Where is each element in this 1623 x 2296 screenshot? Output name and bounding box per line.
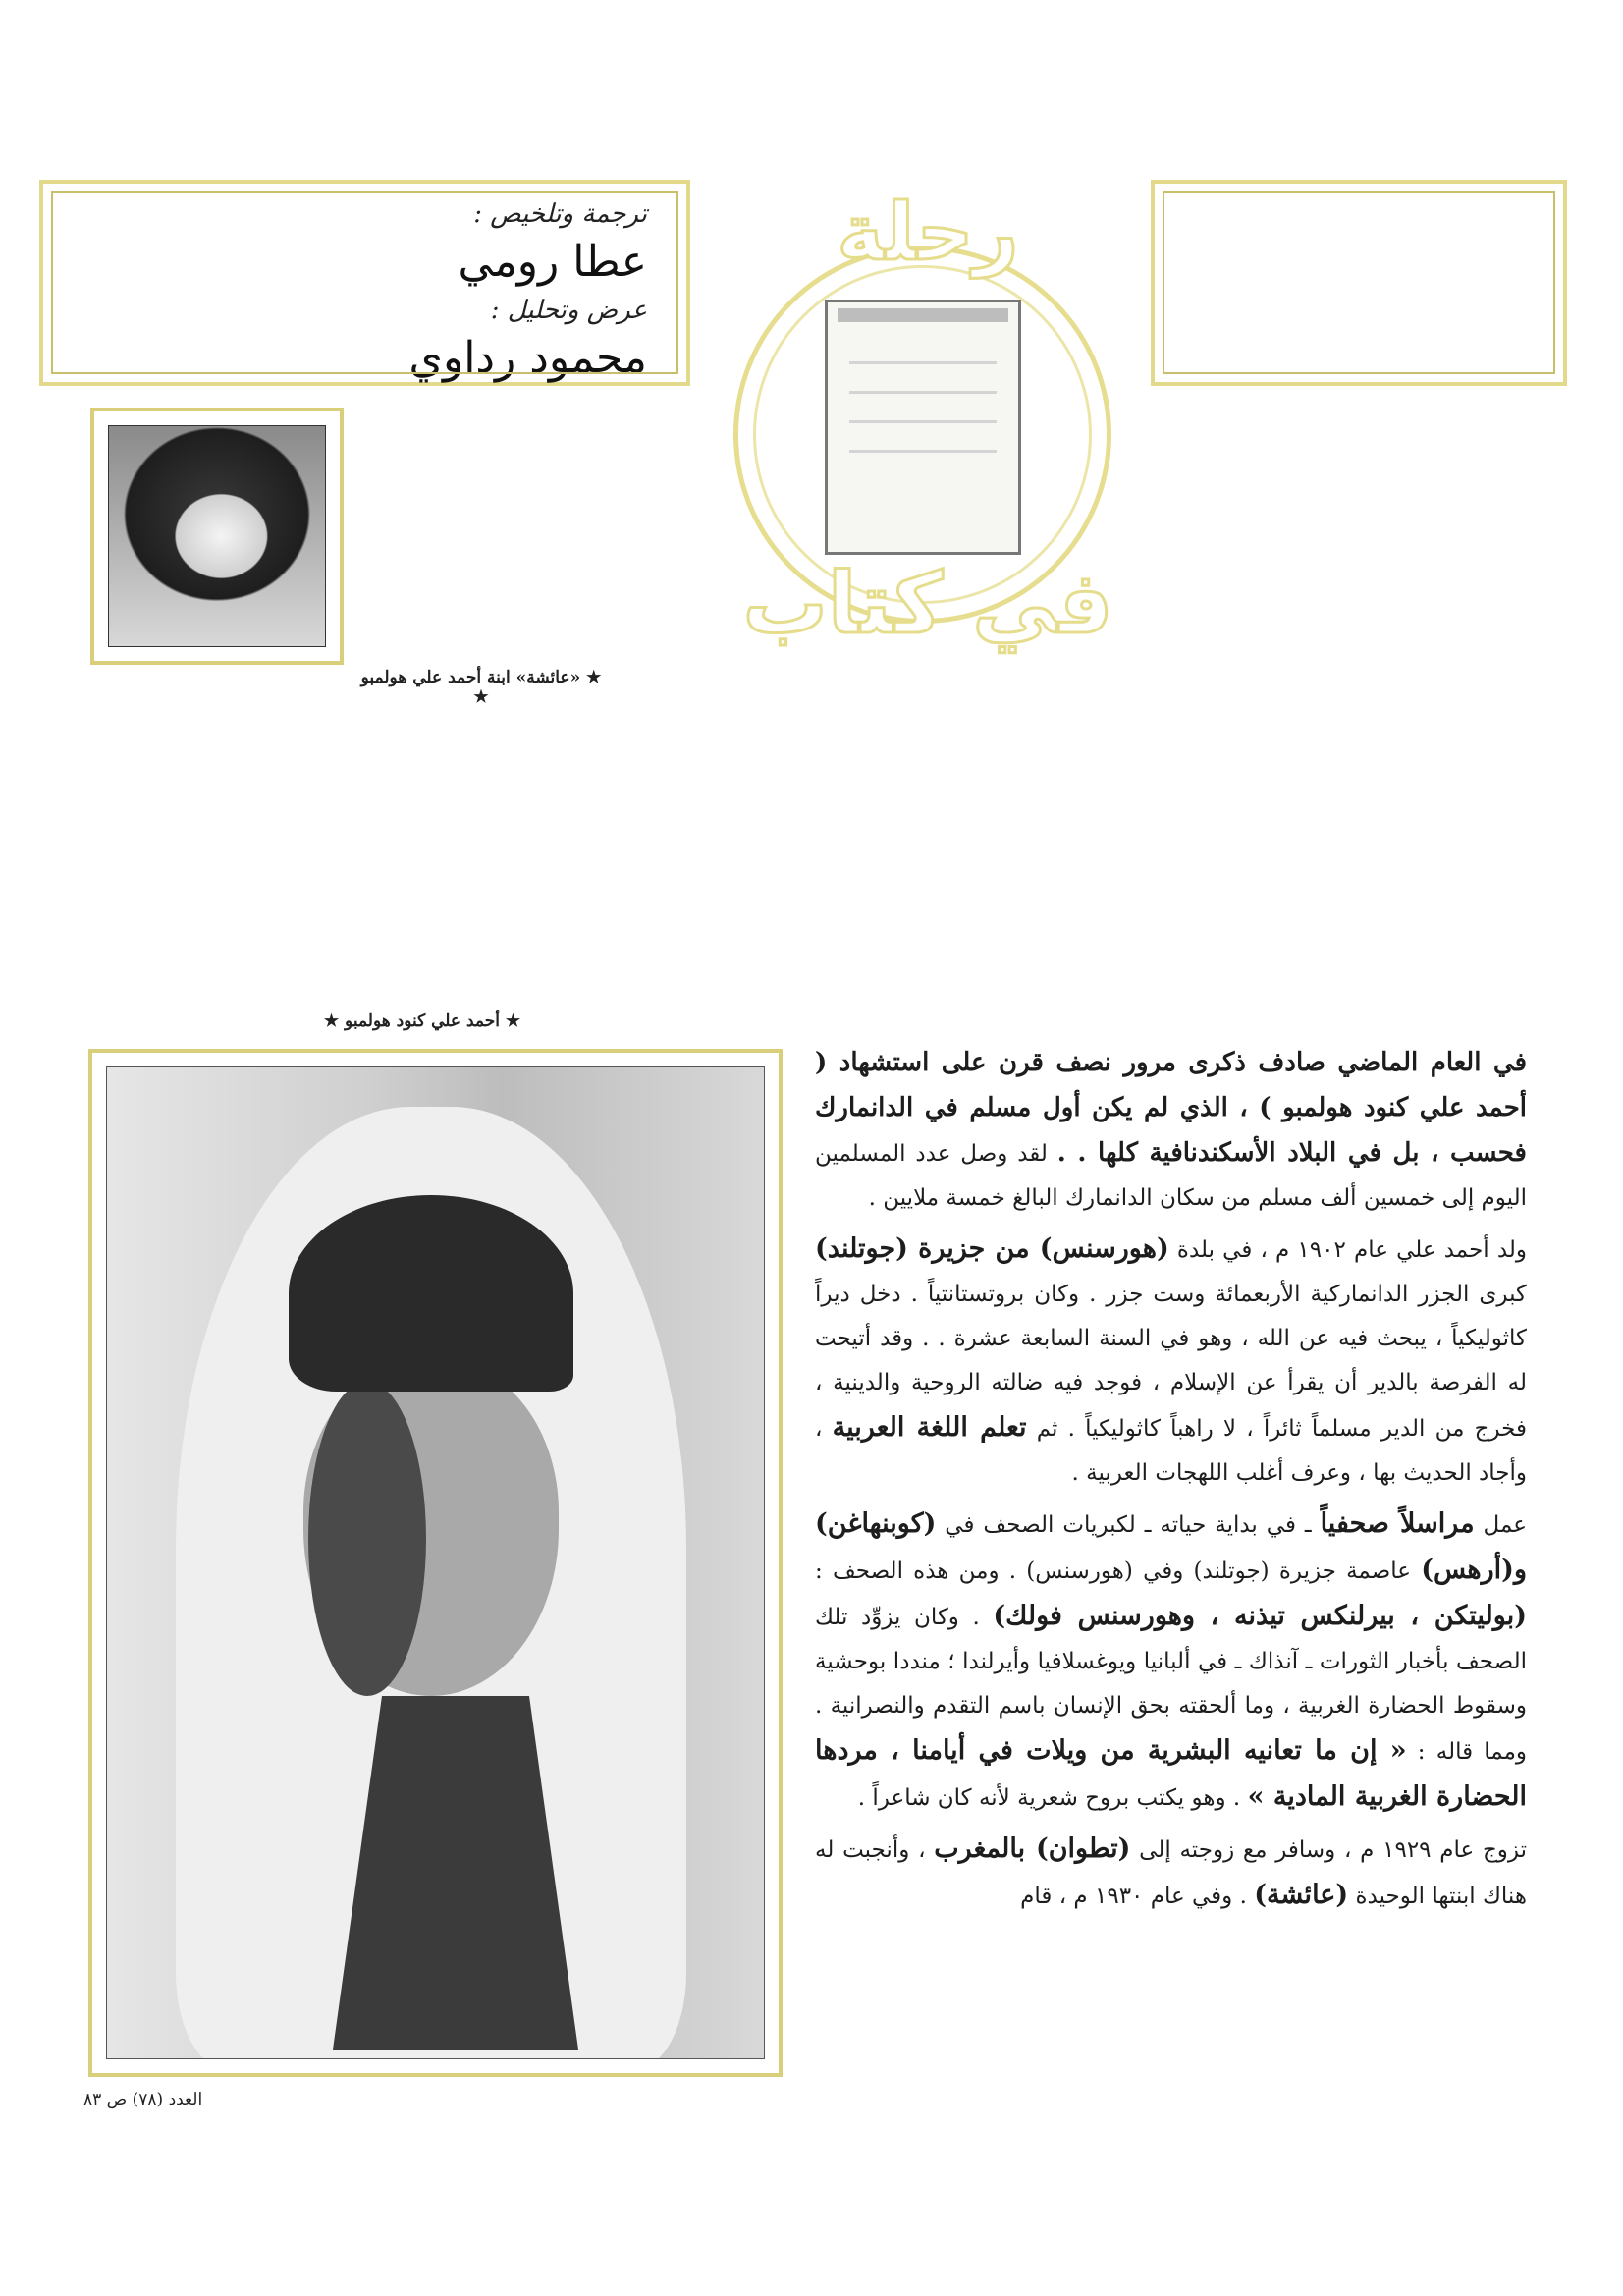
bold-run: (عائشة) xyxy=(1254,1880,1349,1910)
bold-run: مراسلاً صحفياً xyxy=(1320,1508,1475,1539)
paragraph-1-rest: لقد وصل عدد المسلمين اليوم إلى خمسين ألف مسلم من سكان الدانمارك البالغ خمسة ملايين . xyxy=(815,1141,1527,1211)
text-run: عاصمة جزيرة (جوتلند) وفي (هورسنس) . ومن هذه الصحف : xyxy=(815,1558,1422,1584)
bold-run: (هورسنس) من جزيرة (جوتلند) xyxy=(815,1233,1169,1264)
bold-run: (بوليتكن ، بيرلنكس تيذنه ، وهورسنس فولك) xyxy=(993,1601,1527,1631)
text-run: ـ في بداية حياته ـ لكبريات الصحف في xyxy=(936,1512,1321,1538)
paragraph-4 xyxy=(815,1827,1527,1919)
text-run: كبرى الجزر الدانماركية الأربعمائة وست جزر . وكان بروتستانتياً . دخل ديراً كاثوليكياً ، يبحث فيه عن الله ، وهو في السنة السابعة عشرة . . وقد أتيحت له الفرصة بالدير أن يقرأ عن الإسلام ، فوجد فيه ضالته الروحية والدينية ، فخرج من الدير مسلماً ثائراً ، لا راهباً كاثوليكياً . ثم xyxy=(815,1282,1527,1442)
book-cover-image xyxy=(825,300,1021,555)
section-emblem xyxy=(727,187,1129,653)
bold-run: (تطوان) بالمغرب xyxy=(934,1833,1131,1864)
photo-ahmad xyxy=(88,1049,783,2077)
paragraph-2 xyxy=(815,1227,1527,1496)
translator-name: عطا رومي xyxy=(458,237,647,287)
empty-frame xyxy=(1151,180,1567,386)
review-role: عرض وتحليل : xyxy=(490,296,647,325)
photo-aisha-caption: ★ «عائشة» ابنة أحمد علي هولمبو ★ xyxy=(360,668,602,707)
article-body xyxy=(815,1041,1527,1925)
credits-box xyxy=(39,180,690,386)
emblem-word-bottom: في كتاب xyxy=(742,555,1113,653)
bold-run: « إن ما تعانيه البشرية من ويلات في أيامنا ، مردها الحضارة الغربية المادية » xyxy=(815,1735,1527,1812)
translation-role: ترجمة وتلخيص : xyxy=(473,199,647,229)
text-run: ولد أحمد علي عام ١٩٠٢ م ، في بلدة xyxy=(1168,1237,1528,1263)
paragraph-1 xyxy=(815,1041,1527,1221)
text-run: ، وأجاد الحديث بها ، وعرف أغلب اللهجات العربية . xyxy=(815,1416,1527,1486)
text-run: . وكان يزوِّد تلك الصحف بأخبار الثورات ـ آنذاك ـ في ألبانيا ويوغسلافيا وأيرلندا ؛ منددا بوحشية وسقوط الحضارة الغربية ، وما ألحقته بحق الإنسان باسم التقدم والنصرانية . ومما قاله : xyxy=(815,1605,1528,1765)
text-run: تزوج عام ١٩٢٩ م ، وسافر مع زوجته إلى xyxy=(1130,1837,1528,1863)
text-run: . وهو يكتب بروح شعرية لأنه كان شاعراً . xyxy=(857,1785,1248,1811)
photo-ahmad-image xyxy=(106,1066,765,2059)
text-run: . وفي عام ١٩٣٠ م ، قام xyxy=(1020,1884,1255,1909)
paragraph-3 xyxy=(815,1502,1527,1821)
bold-run: (كوبنهاغن) و(أرهس) xyxy=(815,1508,1527,1585)
emblem-word-top: رحلة xyxy=(837,187,1019,278)
page-footer: العدد (٧٨) ص ٨٣ xyxy=(83,2090,203,2109)
photo-ahmad-caption: ★ أحمد علي كنود هولمبو ★ xyxy=(323,1011,521,1031)
reviewer-name: محمود رداوي xyxy=(408,333,647,383)
photo-aisha xyxy=(90,408,344,665)
text-run: عمل xyxy=(1474,1512,1527,1538)
paragraph-1-lead: في العام الماضي صادف ذكرى مرور نصف قرن على استشهاد ( أحمد علي كنود هولمبو ) ، الذي لم يكن أول مسلم في الدانمارك فحسب ، بل في البلاد الأسكندنافية كلها . . xyxy=(815,1048,1527,1168)
bold-run: تعلم اللغة العربية xyxy=(832,1412,1027,1443)
text-run: ، وأنجبت له هناك ابنتها الوحيدة xyxy=(815,1837,1527,1909)
photo-aisha-image xyxy=(108,425,326,647)
